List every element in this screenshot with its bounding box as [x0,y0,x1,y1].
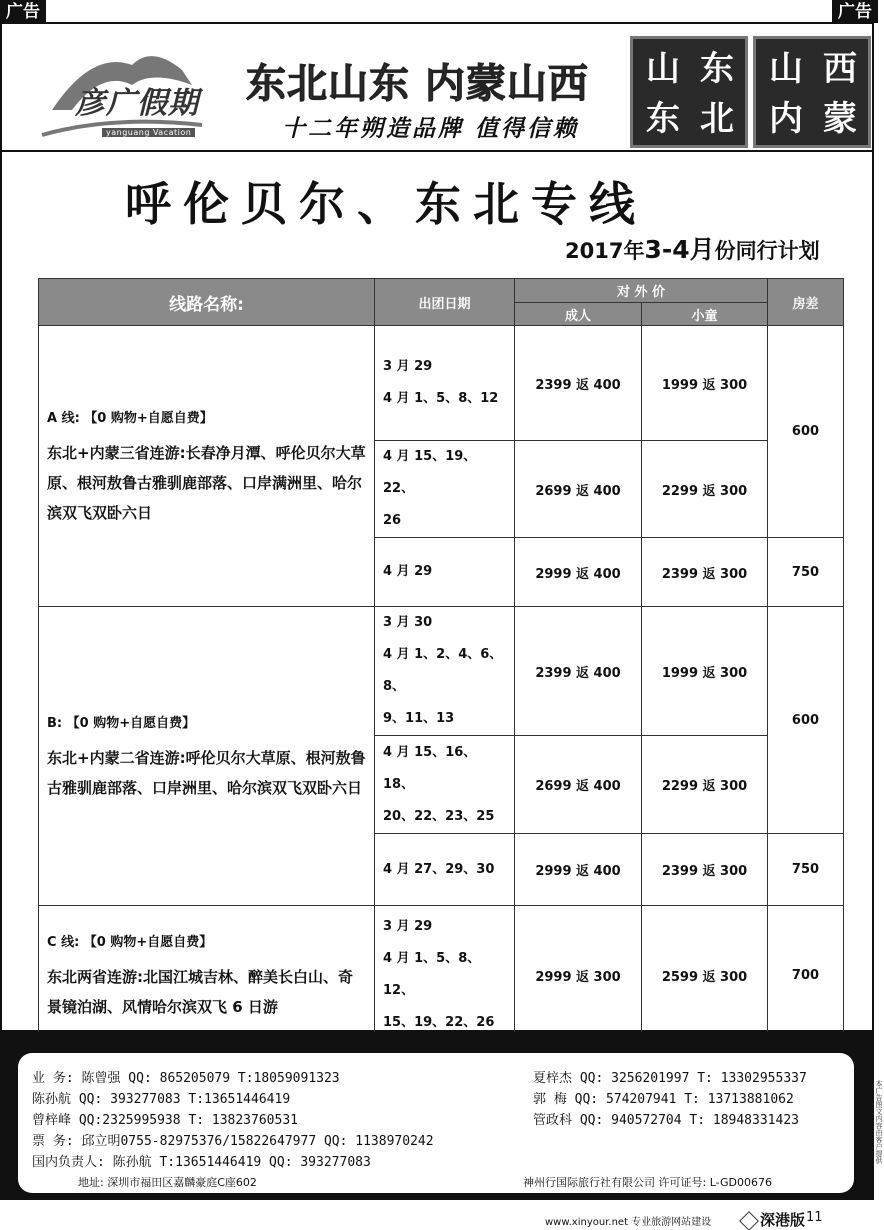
tile-char: 西 [823,49,857,89]
child-price: 2599 返 300 [642,906,768,1045]
table-row [39,326,844,441]
route-desc [47,962,366,1022]
room-diff: 700 [768,906,844,1045]
ad-label-right: 广告 [832,0,878,23]
brand-headline: 东北山东 内蒙山西 [246,61,589,107]
adult-price: 2999 返 300 [515,906,642,1045]
route-desc [47,438,366,528]
date-line: 4 月 15、16、18、 [383,744,477,792]
child-price: 2299 返 300 [642,736,768,834]
tile-group-shanxi-neimeng [753,36,871,148]
contact-line: 管政科 QQ: 940572704 T: 18948331423 [533,1113,799,1128]
header-adult: 成人 [515,303,642,326]
tile-char: 东 [700,49,734,89]
logo-subtitle: yanguang Vacation [102,128,195,137]
child-price: 1999 返 300 [642,607,768,736]
route-name: 东北+内蒙二省连游: [47,749,186,767]
date-line: 20、22、23、25 [383,808,495,824]
route-tag: C 线: 【0 购物+自愿自费】 [47,935,213,950]
tile-char: 山 [646,49,680,89]
route-name: 东北+内蒙三省连游: [47,444,186,462]
logo-text: 彦广假期 [75,86,199,121]
date-line: 4 月 15、19、22、 [383,449,477,496]
date-cell [375,538,515,607]
adult-price: 2699 返 400 [515,441,642,538]
route-b-cell [39,607,375,906]
footer-url: www.xinyour.net 专业旅游网站建设 [545,1217,712,1228]
adult-price: 2399 返 400 [515,607,642,736]
child-price: 2399 返 300 [642,834,768,906]
route-text: 北国江城吉林、醉美长白山、奇景镜泊湖、风情哈尔滨双飞 6 日游 [47,968,354,1016]
contact-line: 夏梓杰 QQ: 3256201997 T: 13302955337 [533,1071,807,1086]
region-tiles [630,36,868,148]
contact-line: 郭 梅 QQ: 574207941 T: 13713881062 [533,1092,794,1107]
contact-line: 曾梓峰 QQ:2325995938 T: 13823760531 [32,1113,298,1128]
date-line: 3 月 29 [383,359,433,374]
date-line: 4 月 27、29、30 [383,861,495,877]
date-cell [375,736,515,834]
subtitle-suffix: 份同行计划 [714,239,820,263]
date-line: 4 月 1、2、4、6、8、 [383,647,503,694]
date-cell [375,834,515,906]
tile-group-shandong-dongbei [630,36,748,148]
page-subtitle [565,230,820,266]
route-c-cell [39,906,375,1045]
header-room: 房差 [768,279,844,326]
date-cell [375,607,515,736]
address: 地址: 深圳市福田区嘉麟豪庭C座602 [78,1176,257,1189]
subtitle-month: 3-4月 [644,235,715,264]
tile-char: 东 [646,99,680,139]
table-row [39,906,844,1045]
header-price: 对 外 价 [515,279,768,303]
route-desc [47,743,366,803]
tile-char: 蒙 [823,99,857,139]
table-row [39,607,844,736]
page-title: 呼伦贝尔、东北专线 [125,177,647,231]
footer-brand-text: 深港版 [760,1211,806,1229]
date-line: 4 月 29 [383,564,433,579]
route-a-cell [39,326,375,607]
room-diff: 750 [768,538,844,607]
header-route: 线路名称: [39,279,375,326]
tile-char: 北 [700,99,734,139]
contact-line: 国内负责人: 陈孙航 T:13651446419 QQ: 393277083 [32,1155,371,1170]
company-license: 神州行国际旅行社有限公司 许可证号: L-GD00676 [523,1176,772,1189]
route-text: 长春净月潭、呼伦贝尔大草原、根河敖鲁古雅驯鹿部落、口岸满洲里、哈尔滨双飞双卧六日 [47,444,366,522]
room-diff: 600 [768,326,844,538]
contact-line: 票 务: 邱立明0755-82975376/15822647977 QQ: 1138970242 [32,1134,434,1149]
route-name: 东北两省连游: [47,968,143,986]
date-line: 26 [383,513,402,528]
route-tag: B: 【0 购物+自愿自费】 [47,716,196,731]
date-line: 4 月 1、5、8、12 [383,391,499,406]
date-line: 9、11、13 [383,711,455,726]
tile-char: 内 [769,99,803,139]
date-cell [375,326,515,441]
room-diff: 750 [768,834,844,906]
date-line: 3 月 30 [383,615,433,630]
route-tag: A 线: 【0 购物+自愿自费】 [47,411,213,426]
ad-label-left: 广告 [0,0,46,23]
subtitle-prefix: 2017年 [565,239,645,263]
route-text: 呼伦贝尔大草原、根河敖鲁古雅驯鹿部落、口岸洲里、哈尔滨双飞双卧六日 [47,749,366,797]
date-line: 3 月 29 [383,919,433,934]
date-cell [375,441,515,538]
header-child: 小童 [642,303,768,326]
room-diff: 600 [768,607,844,834]
adult-price: 2999 返 400 [515,538,642,607]
adult-price: 2699 返 400 [515,736,642,834]
child-price: 1999 返 300 [642,326,768,441]
page-number: 11 [806,1210,823,1225]
contact-line: 业 务: 陈曾强 QQ: 865205079 T:18059091323 [32,1071,340,1086]
header-date: 出团日期 [375,279,515,326]
contact-panel [18,1053,854,1193]
date-line: 4 月 1、5、8、12、 [383,951,481,998]
adult-price: 2399 返 400 [515,326,642,441]
tour-plan-table [38,278,844,1045]
contact-line: 陈孙航 QQ: 393277083 T:13651446419 [32,1092,291,1107]
brand-slogan: 十二年朔造品牌 值得信赖 [282,115,580,142]
date-line: 15、19、22、26 [383,1015,495,1030]
date-cell [375,906,515,1045]
child-price: 2299 返 300 [642,441,768,538]
child-price: 2399 返 300 [642,538,768,607]
footer-brand [742,1209,805,1230]
diamond-icon [739,1211,759,1230]
side-note: 本广告图文内容由客户提供 [875,1080,883,1164]
tile-char: 山 [769,49,803,89]
adult-price: 2999 返 400 [515,834,642,906]
